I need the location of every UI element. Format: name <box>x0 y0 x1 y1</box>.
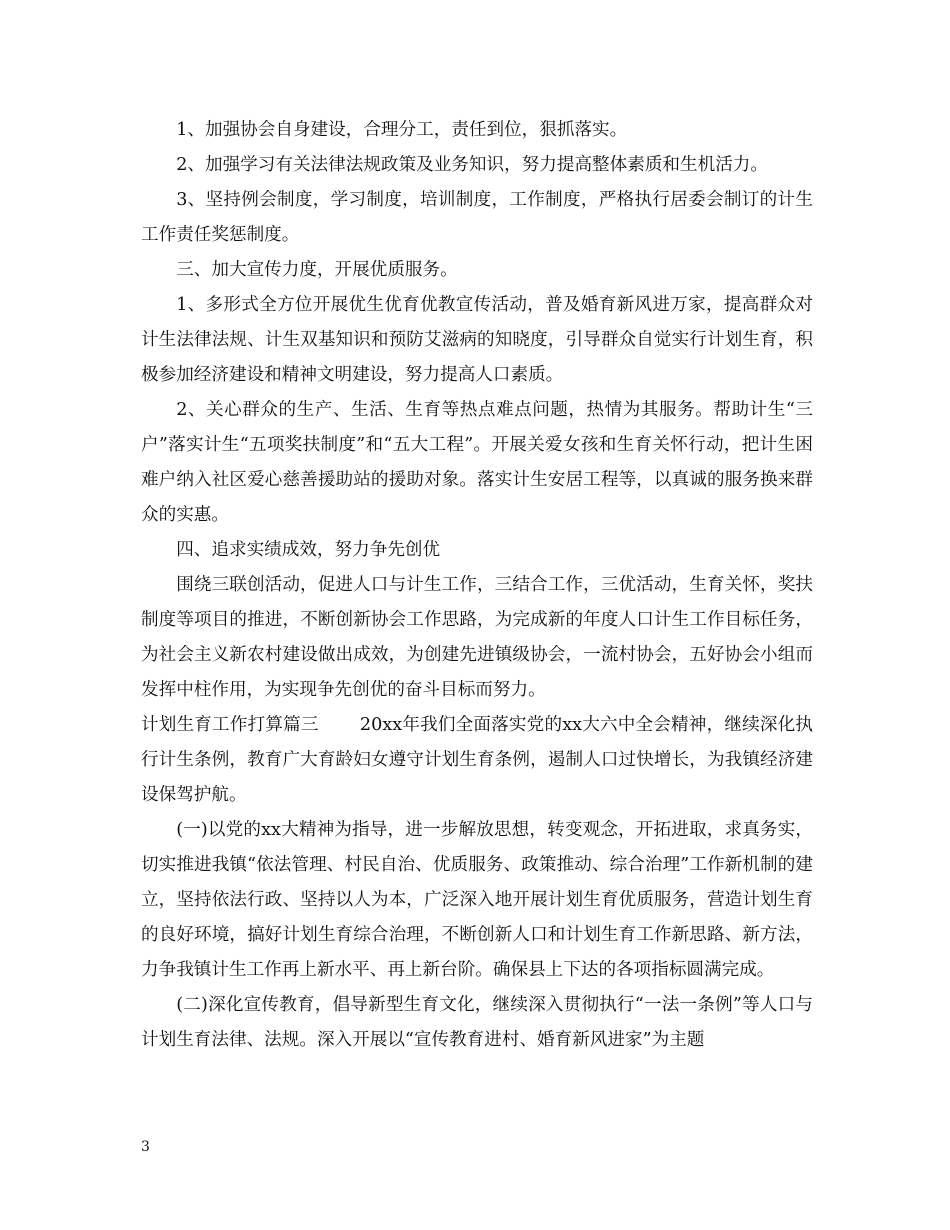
paragraph-2: 2、加强学习有关法律法规政策及业务知识，努力提高整体素质和生机活力。 <box>176 155 768 175</box>
paragraph-3: 3、坚持例会制度，学习制度，培训制度，工作制度，严格执行居委会制订的计生工作责任奖惩制度。 <box>141 190 813 245</box>
paragraph-7: 计划生育工作打算篇三 20xx年我们全面落实党的xx大六中全会精神，继续深化执行计生条例，教育广大育龄妇女遵守计划生育条例，遏制人口过快增长，为我镇经济建设保驾护航。 <box>141 715 813 805</box>
section-heading-4: 四、追求实绩成效，努力争先创优 <box>176 540 441 560</box>
document-body <box>141 113 813 1058</box>
paragraph-4: 1、多形式全方位开展优生优育优教宣传活动，普及婚育新风进万家，提高群众对计生法律法规、计生双基知识和预防艾滋病的知晓度，引导群众自觉实行计划生育，积极参加经济建设和精神文明建设，努力提高人口素质。 <box>141 295 813 385</box>
paragraph-9: (二)深化宣传教育，倡导新型生育文化，继续深入贯彻执行“一法一条例”等人口与计划生育法律、法规。深入开展以“宣传教育进村、婚育新风进家”为主题 <box>141 995 813 1050</box>
page-number: 3 <box>141 1139 150 1155</box>
paragraph-1: 1、加强协会自身建设，合理分工，责任到位，狠抓落实。 <box>176 120 628 140</box>
paragraph-8: (一)以党的xx大精神为指导，进一步解放思想，转变观念，开拓进取，求真务实，切实推进我镇“依法管理、村民自治、优质服务、政策推动、综合治理”工作新机制的建立，坚持依法行政、坚持以人为本，广泛深入地开展计划生育优质服务，营造计划生育的良好环境，搞好计划生育综合治理，不断创新人口和计划生育工作新思路、新方法，力争我镇计生工作再上新水平、再上新台阶。确保县上下达的各项指标圆满完成。 <box>141 820 813 980</box>
paragraph-6: 围绕三联创活动，促进人口与计生工作，三结合工作，三优活动，生育关怀，奖扶制度等项目的推进，不断创新协会工作思路，为完成新的年度人口计生工作目标任务，为社会主义新农村建设做出成效，为创建先进镇级协会，一流村协会，五好协会小组而发挥中柱作用，为实现争先创优的奋斗目标而努力。 <box>141 575 813 700</box>
section-heading-3: 三、加大宣传力度，开展优质服务。 <box>176 260 458 280</box>
paragraph-5: 2、关心群众的生产、生活、生育等热点难点问题，热情为其服务。帮助计生“三户”落实计生“五项奖扶制度”和“五大工程”。开展关爱女孩和生育关怀行动，把计生困难户纳入社区爱心慈善援助站的援助对象。落实计生安居工程等，以真诚的服务换来群众的实惠。 <box>141 400 813 525</box>
